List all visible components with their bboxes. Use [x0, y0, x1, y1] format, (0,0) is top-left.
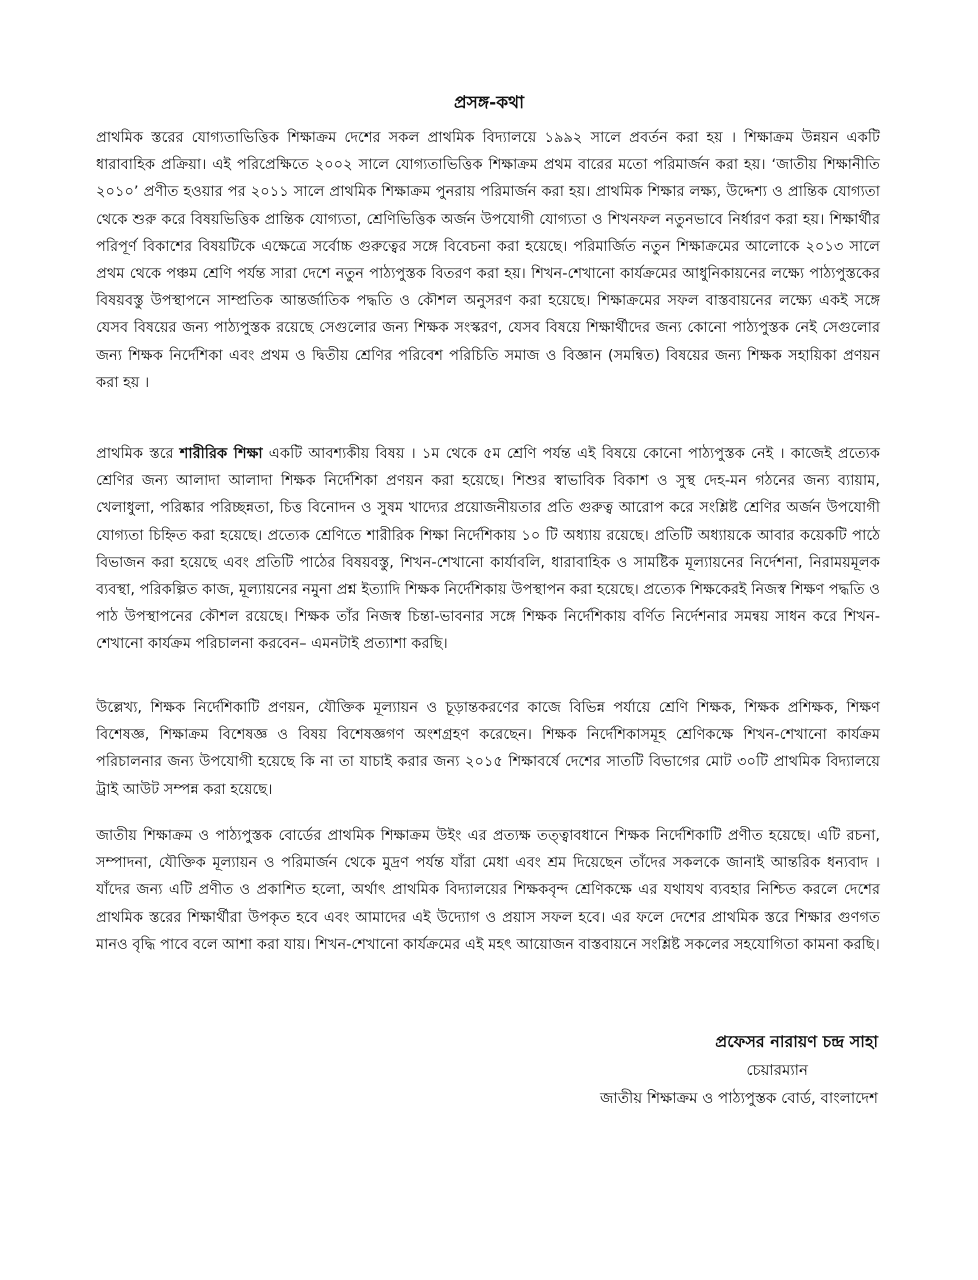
- paragraph-2-bold-term: শারীরিক শিক্ষা: [179, 445, 263, 462]
- paragraph-acknowledgement: জাতীয় শিক্ষাক্রম ও পাঠ্যপুস্তক বোর্ডের প্রাথমিক শিক্ষাক্রম উইং এর প্রত্যক্ষ তত্ত্বাবধানে শিক্ষক নির্দেশিকাটি প্রণীত হয়েছে। এটি রচনা, সম্পাদনা, যৌক্তিক মূল্যায়ন ও পরিমার্জন থেকে মুদ্রণ পর্যন্ত যাঁরা মেধা এবং শ্রম দিয়েছেন তাঁদের সকলকে জানাই আন্তরিক ধন্যবাদ । যাঁদের জন্য এটি প্রণীত ও প্রকাশিত হলো, অর্থাৎ প্রাথমিক বিদ্যালয়ের শিক্ষকবৃন্দ শ্রেণিকক্ষে এর যথাযথ ব্যবহার নিশ্চিত করলে দেশের প্রাথমিক স্তরের শিক্ষার্থীরা উপকৃত হবে এবং আমাদের এই উদ্যোগ ও প্রয়াস সফল হবে। এর ফলে দেশের প্রাথমিক স্তরে শিক্ষার গুণগত মানও বৃদ্ধি পাবে বলে আশা করা যায়। শিখন-শেখানো কার্যক্রমের এই মহৎ আয়োজন বাস্তবায়নে সংশ্লিষ্ট সকলের সহযোগিতা কামনা করছি।: [96, 827, 880, 953]
- paragraph-curriculum-history: প্রাথমিক স্তরের যোগ্যতাভিত্তিক শিক্ষাক্রম দেশের সকল প্রাথমিক বিদ্যালয়ে ১৯৯২ সালে প্রবর্তন করা হয় । শিক্ষাক্রম উন্নয়ন একটি ধারাবাহিক প্রক্রিয়া। এই পরিপ্রেক্ষিতে ২০০২ সালে যোগ্যতাভিত্তিক শিক্ষাক্রম প্রথম বারের মতো পরিমার্জন করা হয়। ‘জাতীয় শিক্ষানীতি ২০১০’ প্রণীত হওয়ার পর ২০১১ সালে প্রাথমিক শিক্ষাক্রম পুনরায় পরিমার্জন করা হয়। প্রাথমিক শিক্ষার লক্ষ্য, উদ্দেশ্য ও প্রান্তিক যোগ্যতা থেকে শুরু করে বিষয়ভিত্তিক প্রান্তিক যোগ্যতা, শ্রেণিভিত্তিক অর্জন উপযোগী যোগ্যতা ও শিখনফল নতুনভাবে নির্ধারণ করা হয়। শিক্ষার্থীর পরিপূর্ণ বিকাশের বিষয়টিকে এক্ষেত্রে সর্বোচ্চ গুরুত্বের সঙ্গে বিবেচনা করা হয়েছে। পরিমার্জিত নতুন শিক্ষাক্রমের আলোকে ২০১৩ সালে প্রথম থেকে পঞ্চম শ্রেণি পর্যন্ত সারা দেশে নতুন পাঠ্যপুস্তক বিতরণ করা হয়। শিখন-শেখানো কার্যক্রমের আধুনিকায়নের লক্ষ্যে পাঠ্যপুস্তকের বিষয়বস্তু উপস্থাপনে সাম্প্রতিক আন্তর্জাতিক পদ্ধতি ও কৌশল অনুসরণ করা হয়েছে। শিক্ষাক্রমের সফল বাস্তবায়নের লক্ষ্যে একই সঙ্গে যেসব বিষয়ের জন্য পাঠ্যপুস্তক রয়েছে সেগুলোর জন্য শিক্ষক সংস্করণ, যেসব বিষয়ে শিক্ষার্থীদের জন্য কোনো পাঠ্যপুস্তক নেই সেগুলোর জন্য শিক্ষক নির্দেশিকা এবং প্রথম ও দ্বিতীয় শ্রেণির পরিবেশ পরিচিতি সমাজ ও বিজ্ঞান (সমন্বিত) বিষয়ের জন্য শিক্ষক সহায়িকা প্রণয়ন করা হয় ।: [96, 129, 880, 391]
- signature-block: [378, 1028, 878, 1112]
- signatory-role: চেয়ারম্যান: [746, 1061, 808, 1079]
- signatory-organization: জাতীয় শিক্ষাক্রম ও পাঠ্যপুস্তক বোর্ড, বাংলাদেশ: [600, 1089, 878, 1107]
- paragraph-physical-education: [96, 440, 880, 658]
- paragraph-2-start: প্রাথমিক স্তরে: [96, 445, 180, 462]
- page-title: প্রসঙ্গ-কথা: [453, 93, 525, 113]
- paragraph-contributors-tryout: উল্লেখ্য, শিক্ষক নির্দেশিকাটি প্রণয়ন, যৌক্তিক মূল্যায়ন ও চূড়ান্তকরণের কাজে বিভিন্ন পর্যায়ে শ্রেণি শিক্ষক, শিক্ষক প্রশিক্ষক, শিক্ষণ বিশেষজ্ঞ, শিক্ষাক্রম বিশেষজ্ঞ ও বিষয় বিশেষজ্ঞগণ অংশগ্রহণ করেছেন। শিক্ষক নির্দেশিকাসমূহ শ্রেণিকক্ষে শিখন-শেখানো কার্যক্রম পরিচালনার জন্য উপযোগী হয়েছে কি না তা যাচাই করার জন্য ২০১৫ শিক্ষাবর্ষে দেশের সাতটি বিভাগের মোট ৩০টি প্রাথমিক বিদ্যালয়ে ট্রাই আউট সম্পন্ন করা হয়েছে।: [96, 699, 880, 798]
- signatory-name: প্রফেসর নারায়ণ চন্দ্র সাহা: [715, 1032, 878, 1051]
- paragraph-2-rest: একটি আবশ্যকীয় বিষয় । ১ম থেকে ৫ম শ্রেণি পর্যন্ত এই বিষয়ে কোনো পাঠ্যপুস্তক নেই । কাজেই প্রত্যেক শ্রেণির জন্য আলাদা আলাদা শিক্ষক নির্দেশিকা প্রণয়ন করা হয়েছে। শিশুর স্বাভাবিক বিকাশ ও সুস্থ দেহ-মন গঠনের জন্য ব্যায়াম, খেলাধুলা, পরিষ্কার পরিচ্ছন্নতা, চিত্ত বিনোদন ও সুষম খাদ্যের প্রয়োজনীয়তার প্রতি গুরুত্ব আরোপ করে সংশ্লিষ্ট শ্রেণির অর্জন উপযোগী যোগ্যতা চিহ্নিত করা হয়েছে। প্রত্যেক শ্রেণিতে শারীরিক শিক্ষা নির্দেশিকায় ১০ টি অধ্যায় রয়েছে। প্রতিটি অধ্যায়কে আবার কয়েকটি পাঠে বিভাজন করা হয়েছে এবং প্রতিটি পাঠের বিষয়বস্তু, শিখন-শেখানো কার্যাবলি, ধারাবাহিক ও সামষ্টিক মূল্যায়নের নির্দেশনা, নিরাময়মূলক ব্যবস্থা, পরিকল্পিত কাজ, মূল্যায়নের নমুনা প্রশ্ন ইত্যাদি শিক্ষক নির্দেশিকায় উপস্থাপন করা হয়েছে। প্রত্যেক শিক্ষকেরই নিজস্ব শিক্ষণ পদ্ধতি ও পাঠ উপস্থাপনের কৌশল রয়েছে। শিক্ষক তাঁর নিজস্ব চিন্তা-ভাবনার সঙ্গে শিক্ষক নির্দেশিকায় বর্ণিত নির্দেশনার সমন্বয় সাধন করে শিখন-শেখানো কার্যক্রম পরিচালনা করবেন– এমনটাই প্রত্যাশা করছি।: [96, 445, 880, 653]
